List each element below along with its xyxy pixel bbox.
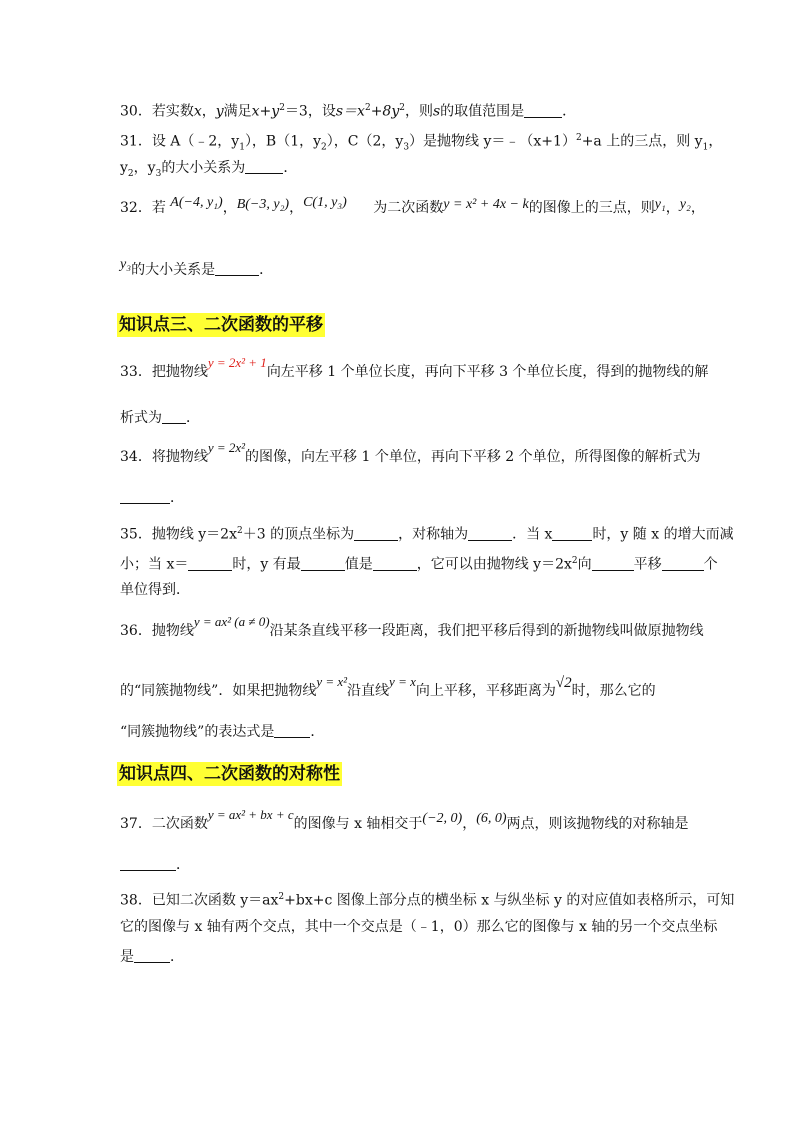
q33-line1 [120,355,709,382]
q31-sub1: 1 [239,142,245,153]
q35-text5: 时，y 随 x 的增大而减 [592,526,734,543]
q30-var-y: y [215,103,224,120]
q36-line3 [120,722,324,742]
q38-blank [134,948,170,963]
q33-line2 [120,408,200,428]
q31-sub2: 2 [321,142,327,153]
q30-sup3: 2 [399,103,405,113]
q35-text13: 单位得到． [120,582,190,598]
q30-number: 30． [120,103,152,120]
q36-text5: 时，那么它的 [571,683,656,699]
q35-text1: 35．抛物线 y＝2x [120,526,237,543]
q31-text2: ），B（1，y [244,133,322,150]
q36-text4: 向上平移，平移距离为 [415,683,556,699]
q33-function: y = 2x² + 1 [207,355,267,370]
q35-blank7 [592,556,634,571]
q30-var-s2: s [432,103,441,120]
q37-text-b: 两点，则该抛物线的对称轴是 [506,816,689,832]
q31-sub3: 3 [403,142,410,153]
q31-text6: 的大小关系为 [161,160,246,176]
q31-text4: ）是抛物线 y＝﹣（x+1） [409,133,576,150]
q35-sup2: 2 [571,556,578,566]
q36-text6: “同簇抛物线”的表达式是 [120,724,275,740]
q32-line1: 32．若 A(−4, y₁)，B(−3, y₂)，C(1, y₃) 为二次函数y = x² + 4x − k的图像上的三点，则y₁，y₂， [120,195,705,216]
q36-function: y = ax² (a ≠ 0) [193,614,270,629]
q32-point-b: B(−3, y₂) [236,197,290,212]
q31-y2: y [120,160,128,176]
q32-text-line2: 的大小关系是 [131,262,216,278]
q36-number: 36．抛物线 [120,623,194,639]
q36-text: 沿某条直线平移一段距离，我们把平移后得到的新抛物线叫做原抛物线 [269,623,704,639]
q35-blank8 [662,556,704,571]
q38-end: ． [170,949,184,965]
q35-text4: ．当 x [512,526,553,543]
q31-line1 [120,128,722,157]
q31-text5: +a 上的三点，则 y [581,133,703,150]
q35-blank3 [552,526,592,541]
q30-text-c: ，则 [404,103,433,120]
q37-line2 [120,855,190,875]
q31-comma: ， [708,133,723,150]
q37-text-a: 的图像与 x 轴相交于 [293,816,423,832]
q35-blank4 [188,556,232,571]
q31-sub5: 2 [127,168,134,179]
q36-line2 [120,674,656,701]
q37-blank [120,856,176,871]
q35-line3 [120,580,190,600]
q31-text3: ），C（2，y [326,133,404,150]
q33-number: 33．把抛物线 [120,364,208,380]
q32-y3: y₃ [120,257,132,272]
q35-blank1 [354,526,398,541]
q36-line1 [120,614,704,641]
q32-point-a: A(−4, y₁) [170,195,223,210]
q36-sqrt: √2 [555,675,572,691]
q35-line2 [120,551,718,575]
q31-text1: 31．设 A（﹣2，y [120,133,240,150]
q30-blank [524,103,562,118]
q32-line2 [120,257,274,281]
q37-number: 37．二次函数 [120,816,208,832]
q34-end: ． [170,490,184,506]
q32-sep: ， [665,200,680,216]
q36-end: ． [310,724,325,740]
q35-blank2 [468,526,512,541]
q36-text3: 沿直线 [347,683,390,699]
q34-number: 34．将抛物线 [120,449,208,465]
q32-end: ． [259,262,274,278]
q35-text6: 小；当 x＝ [120,556,189,573]
q35-blank5 [301,556,345,571]
q35-text7: 时，y 有最 [232,556,301,573]
q30-sup2: 2 [364,103,371,113]
q30-line [120,98,576,122]
q36-function2: y = x² [316,674,348,689]
q30-text-d: 的取值范围是 [440,103,525,120]
q32-text-tail: 的图像上的三点，则 [528,200,655,216]
q31-sup: 2 [575,133,582,143]
q38-text4: 是 [120,949,134,965]
q32-text-mid: 为二次函数 [373,200,444,216]
q35-text3: ，对称轴为 [398,526,469,543]
q38-text3: 它的图像与 x 轴有两个交点，其中一个交点是（﹣1，0）那么它的图像与 x 轴的另一个交点坐标 [120,919,718,935]
q30-text-a: 若实数 [151,103,194,120]
q38-line3 [120,947,184,967]
q35-text2: ＋3 的顶点坐标为 [242,526,355,543]
q32-blank [215,261,259,276]
q35-blank6 [373,556,417,571]
q34-function: y = 2x² [207,440,246,455]
q31-blank [245,159,283,174]
q32-point-c: C(1, y₃) [303,195,347,210]
q32-y1: y₁ [654,197,666,212]
q37-line1 [120,807,689,835]
q31-sub4: 1 [702,142,709,153]
q36-function3: y = x [389,674,416,689]
q38-text2: +bx+c 图像上部分点的横坐标 x 与纵坐标 y 的对应值如表格所示，可知 [284,892,735,909]
q35-line1 [120,521,734,545]
q37-end: ． [176,857,190,873]
q34-text: 的图像，向左平移 1 个单位，再向下平移 2 个单位，所得图像的解析式为 [245,449,701,465]
section-heading-4: 知识点四、二次函数的对称性 [119,764,340,784]
q38-line1 [120,887,734,911]
q35-sup: 2 [236,526,243,536]
q32-number: 32．若 [120,200,166,216]
q35-text12: 个 [703,556,718,573]
q38-line2 [120,917,717,937]
section-heading-3: 知识点三、二次函数的平移 [119,315,323,335]
q36-text2: 的“同簇抛物线”．如果把抛物线 [120,683,317,699]
q34-line2 [120,488,184,508]
q35-text9: ，它可以由抛物线 y＝2x [416,556,572,573]
q37-function: y = ax² + bx + c [207,807,294,822]
q31-sub6: 3 [155,168,162,179]
q31-line2 [120,158,297,184]
q30-eq2: ＝x [343,103,365,120]
q33-text-line2: 析式为 [120,410,162,426]
q30-eq2b: +8y [370,103,400,120]
q38-sup: 2 [278,892,285,902]
q30-comma: ， [201,103,216,120]
q32-y2: y₂ [679,197,691,212]
q30-text-b: 满足 [223,103,252,120]
q30-var-s: s [335,103,344,120]
q36-blank [274,723,310,738]
q33-end: ． [186,410,200,426]
q35-text10: 向 [577,556,592,573]
q30-sup: 2 [279,103,285,113]
q38-text1: 38．已知二次函数 y＝ax [120,892,279,909]
q32-sep2: ， [690,200,705,216]
q34-blank [120,489,170,504]
q37-point2: (6, 0) [476,811,507,826]
q30-eq1: x+y [251,103,280,120]
q31-y3: ，y [133,160,156,176]
q37-point1: (−2, 0) [422,811,463,826]
q30-eq1b: ＝3，设 [284,103,336,120]
q31-end: ． [283,160,298,176]
q34-line1 [120,440,701,467]
q35-text11: 平移 [633,556,662,573]
q37-sep: ， [462,816,477,832]
q35-text8: 值是 [344,556,373,573]
q30-end: ． [562,103,577,120]
q33-text: 向左平移 1 个单位长度，再向下平移 3 个单位长度，得到的抛物线的解 [266,364,709,380]
q30-var-x: x [193,103,202,120]
q33-blank [162,409,186,424]
q32-function: y = x² + 4x − k [443,197,529,212]
